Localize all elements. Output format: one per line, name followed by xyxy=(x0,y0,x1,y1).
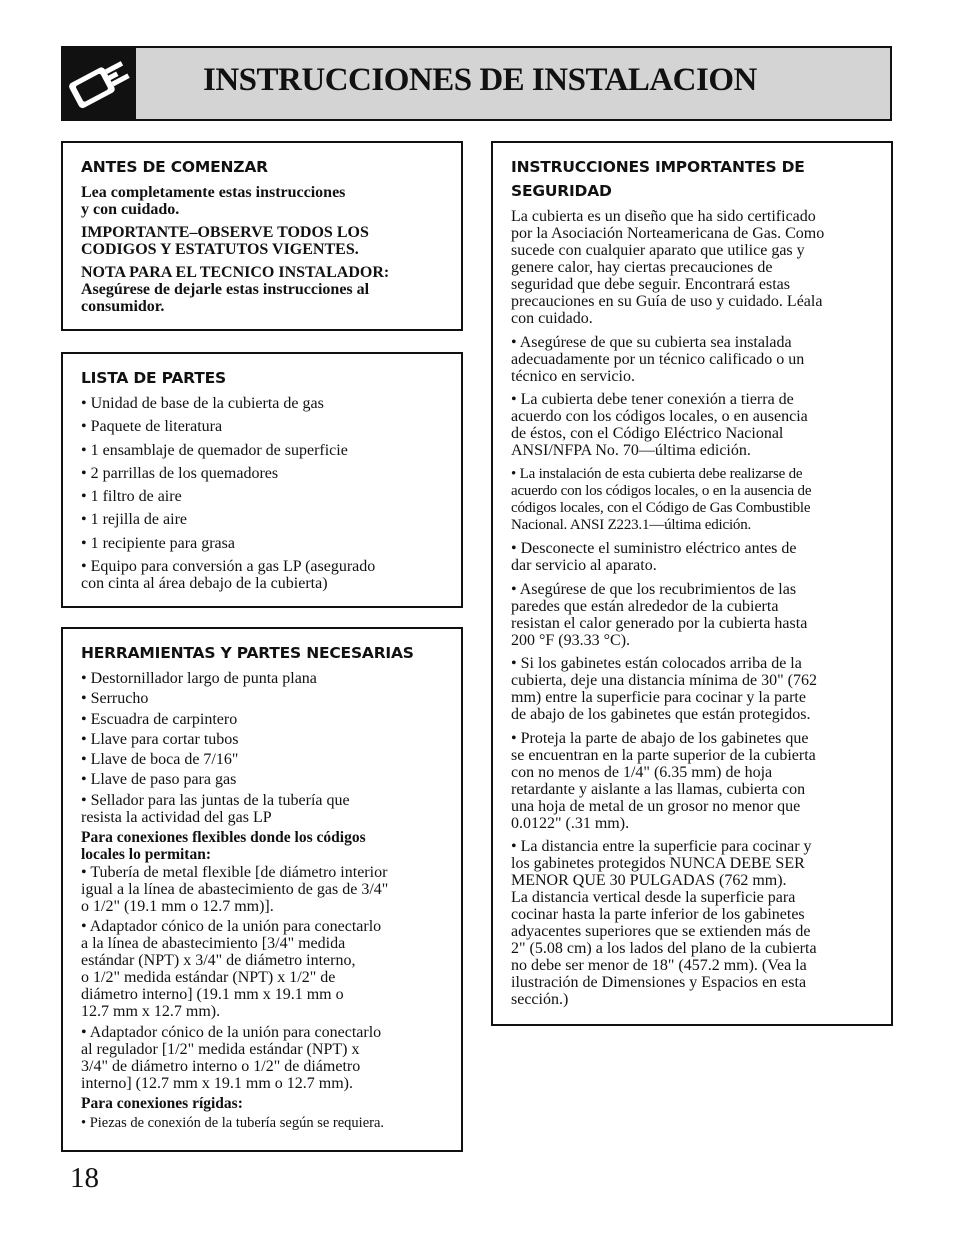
page-header xyxy=(61,46,892,121)
electrical-plug-icon xyxy=(63,48,136,119)
list-item: • Escuadra de carpintero xyxy=(81,710,238,728)
flexible-connections-heading: Para conexiones flexibles donde los códigos locales lo permitan: xyxy=(81,829,366,864)
list-item: • 1 recipiente para grasa xyxy=(81,534,235,552)
list-item: • Paquete de literatura xyxy=(81,418,223,436)
list-item: • Llave para cortar tubos xyxy=(81,730,239,748)
read-instructions-note: Lea completamente estas instrucciones y con cuidado. xyxy=(81,184,346,218)
page-title: INSTRUCCIONES DE INSTALACION xyxy=(203,62,757,98)
list-item: • Adaptador cónico de la unión para conectarlo al regulador [1/2" medida estándar (NPT) x 3/4" de diámetro interno o 1/2" de diámetro interno] (12.7 mm x 19.1 mm o 12.7 mm). xyxy=(81,1023,382,1092)
list-item: • Adaptador cónico de la unión para conectarlo a la línea de abastecimiento [3/4" medida estándar (NPT) x 3/4" de diámetro interno, o 1/2" medida estándar (NPT) x 1/2" de diámetro interno] (19.1 mm x 19.1 mm o 12.7 mm x 12.7 mm). xyxy=(81,918,382,1021)
section-heading: INSTRUCCIONES IMPORTANTES DE SEGURIDAD xyxy=(511,158,805,200)
rigid-connections-heading: Para conexiones rígidas: xyxy=(81,1094,243,1112)
list-item: • Unidad de base de la cubierta de gas xyxy=(81,395,324,412)
safety-bullet: • Proteja la parte de abajo de los gabinetes que se encuentran en la parte superior de la cubierta con no menos de 1/4" (6.35 mm) de hoja retardante y aislante a las llamas, cubierta con una hoja de metal de un grosor no menor que 0.0122" (.31 mm). xyxy=(511,729,816,832)
before-you-begin-section xyxy=(61,141,463,331)
safety-bullet: • La distancia entre la superficie para cocinar y los gabinetes protegidos NUNCA DEBE SER MENOR QUE 30 PULGADAS (762 mm). La distancia vertical desde la superficie para cocinar hasta la parte inferior de los gabinetes adyacentes superiores que se extienden más de 2" (5.08 cm) a los lados del plano de la cubierta no debe ser menor de 18" (457.2 mm). (Vea la ilustración de Dimensiones y Espacios en esta sección.) xyxy=(511,838,817,1008)
page-number: 18 xyxy=(70,1162,99,1194)
parts-list-section xyxy=(61,352,463,608)
safety-intro-paragraph: La cubierta es un diseño que ha sido certificado por la Asociación Norteamericana de Gas. Como sucede con cualquier aparato que utilice gas y genere calor, hay ciertas precauciones de seguridad que debe seguir. Encontrará estas precauciones en su Guía de uso y cuidado. Léala con cuidado. xyxy=(511,208,825,327)
section-heading: ANTES DE COMENZAR xyxy=(81,158,268,176)
safety-bullet: • Asegúrese de que su cubierta sea instalada adecuadamente por un técnico calificado o un técnico en servicio. xyxy=(511,333,805,385)
safety-instructions-section xyxy=(491,141,893,1026)
list-item: • 1 ensamblaje de quemador de superficie xyxy=(81,441,348,459)
list-item: • Sellador para las juntas de la tubería que resista la actividad del gas LP xyxy=(81,791,350,826)
list-item: • Llave de paso para gas xyxy=(81,771,237,789)
list-item: • Equipo para conversión a gas LP (asegurado con cinta al área debajo de la cubierta) xyxy=(81,558,376,593)
list-item: • 2 parrillas de los quemadores xyxy=(81,464,279,482)
safety-bullet: • La instalación de esta cubierta debe realizarse de acuerdo con los códigos locales, o en la ausencia de códigos locales, con el Código de Gas Combustible Nacional. ANSI Z223.1—última edición. xyxy=(511,465,812,533)
section-heading: LISTA DE PARTES xyxy=(81,369,226,387)
section-heading: HERRAMIENTAS Y PARTES NECESARIAS xyxy=(81,644,414,662)
safety-bullet: • Si los gabinetes están colocados arriba de la cubierta, deje una distancia mínima de 30" (762 mm) entre la superficie para cocinar y la parte de abajo de los gabinetes que están protegidos. xyxy=(511,655,817,723)
tools-and-parts-section xyxy=(61,627,463,1152)
safety-bullet: • Asegúrese de que los recubrimientos de las paredes que están alrededor de la cubierta resistan el calor generado por la cubierta hasta 200 °F (93.33 °C). xyxy=(511,580,808,649)
list-item: • Destornillador largo de punta plana xyxy=(81,670,317,687)
list-item: • Serrucho xyxy=(81,690,149,708)
safety-bullet: • Desconecte el suministro eléctrico antes de dar servicio al aparato. xyxy=(511,540,797,574)
list-item: • Piezas de conexión de la tubería según se requiera. xyxy=(81,1114,385,1131)
list-item: • 1 rejilla de aire xyxy=(81,511,187,529)
safety-bullet: • La cubierta debe tener conexión a tierra de acuerdo con los códigos locales, o en ausencia de éstos, con el Código Eléctrico Nacional ANSI/NFPA No. 70—última edición. xyxy=(511,391,808,459)
list-item: • Tubería de metal flexible [de diámetro interior igual a la línea de abastecimiento de gas de 3/4" o 1/2" (19.1 mm o 12.7 mm)]. xyxy=(81,864,389,916)
list-item: • 1 filtro de aire xyxy=(81,488,182,506)
important-codes-note: IMPORTANTE–OBSERVE TODOS LOS CODIGOS Y ESTATUTOS VIGENTES. xyxy=(81,224,369,258)
list-item: • Llave de boca de 7/16" xyxy=(81,751,239,769)
installer-note: NOTA PARA EL TECNICO INSTALADOR: Asegúrese de dejarle estas instrucciones al consumidor. xyxy=(81,264,390,315)
